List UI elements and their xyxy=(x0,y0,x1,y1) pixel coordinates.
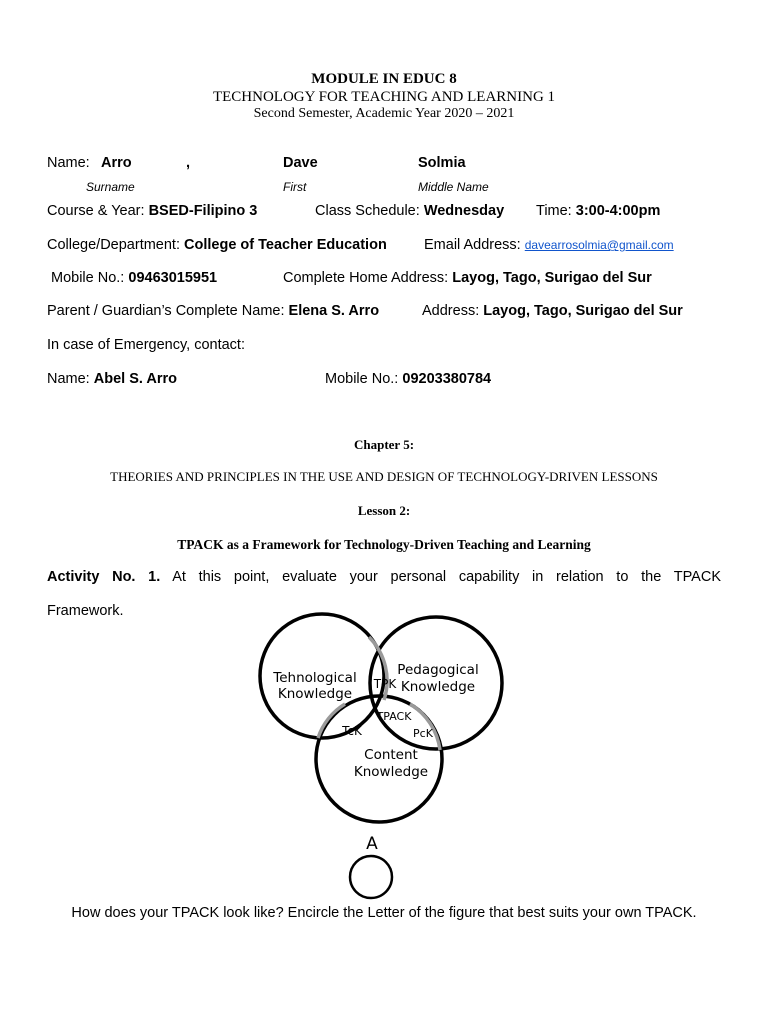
lesson-title: TPACK as a Framework for Technology-Driven Teaching and Learning xyxy=(177,537,591,552)
college-row xyxy=(47,237,387,253)
mobile-value: 09463015951 xyxy=(128,270,218,286)
activity-text: At this point, evaluate your personal capability in relation to the TPACK xyxy=(172,569,721,585)
email-row xyxy=(424,237,674,253)
question-text: How does your TPACK look like? Encircle the Letter of the figure that best suits your own TPACK. xyxy=(71,905,697,921)
tck-label: TcK xyxy=(342,724,362,738)
home-address-value: Layog, Tago, Surigao del Sur xyxy=(452,270,652,286)
chapter-heading: Chapter 5: xyxy=(353,437,415,452)
first-name-value: Dave xyxy=(283,155,318,171)
tpack-venn-diagram xyxy=(0,590,768,950)
module-title: MODULE IN EDUC 8 xyxy=(311,71,457,87)
guardian-label: Parent / Guardian’s Complete Name: xyxy=(47,303,285,319)
course-year-value: BSED-Filipino 3 xyxy=(148,203,258,219)
course-year-row xyxy=(47,203,257,219)
guardian-address-label: Address: xyxy=(422,303,480,319)
semester-line: Second Semester, Academic Year 2020 – 2021 xyxy=(253,106,515,121)
name-comma: , xyxy=(186,155,191,171)
course-title: TECHNOLOGY FOR TEACHING AND LEARNING 1 xyxy=(212,89,556,105)
home-address-row xyxy=(283,270,652,286)
tpack-label: TPACK xyxy=(376,710,412,723)
schedule-row xyxy=(315,203,504,219)
mobile-row xyxy=(51,270,217,286)
college-label: College/Department: xyxy=(47,237,180,253)
course-year-label: Course & Year: xyxy=(47,203,145,219)
home-address-label: Complete Home Address: xyxy=(283,270,449,286)
guardian-row xyxy=(47,303,379,319)
pk-label-1: Pedagogical xyxy=(397,662,479,678)
name-label: Name: xyxy=(47,155,90,171)
pk-label-2: Knowledge xyxy=(400,679,476,695)
guardian-address-value: Layog, Tago, Surigao del Sur xyxy=(483,303,683,319)
middle-caption: Middle Name xyxy=(418,180,489,194)
ck-label-2: Knowledge xyxy=(353,764,429,780)
schedule-value: Wednesday xyxy=(423,203,505,219)
activity-label: Activity No. 1. xyxy=(47,569,161,585)
time-row xyxy=(536,203,660,219)
figure-a-letter[interactable]: A xyxy=(366,834,378,854)
tk-label-1: Tehnological xyxy=(273,670,357,686)
guardian-value: Elena S. Arro xyxy=(288,303,380,319)
activity-text-continued: Framework. xyxy=(47,603,124,619)
tpk-label: TPK xyxy=(373,677,397,691)
emergency-name-value: Abel S. Arro xyxy=(93,371,178,387)
mobile-label: Mobile No.: xyxy=(51,270,125,286)
first-caption: First xyxy=(283,180,307,194)
college-value: College of Teacher Education xyxy=(184,237,387,253)
emergency-name-label: Name: xyxy=(47,371,90,387)
time-value: 3:00-4:00pm xyxy=(575,203,661,219)
tk-label-2: Knowledge xyxy=(277,686,353,702)
middle-name-value: Solmia xyxy=(418,155,466,171)
figure-a-circle xyxy=(350,856,392,898)
ck-label-1: Content xyxy=(364,747,418,763)
emergency-mobile-row xyxy=(325,371,491,387)
surname-value: Arro xyxy=(101,155,132,171)
guardian-address-row xyxy=(422,303,683,319)
time-label: Time: xyxy=(536,203,572,219)
emergency-mobile-label: Mobile No.: xyxy=(325,371,399,387)
emergency-name-row xyxy=(47,371,177,387)
pck-label: PcK xyxy=(413,727,433,740)
chapter-title: THEORIES AND PRINCIPLES IN THE USE AND DESIGN OF TECHNOLOGY-DRIVEN LESSONS xyxy=(110,469,658,484)
email-link[interactable]: davearrosolmia@gmail.com xyxy=(524,238,674,252)
lesson-heading: Lesson 2: xyxy=(357,503,411,518)
emergency-heading: In case of Emergency, contact: xyxy=(47,337,245,353)
schedule-label: Class Schedule: xyxy=(315,203,420,219)
emergency-mobile-value: 09203380784 xyxy=(402,371,492,387)
surname-caption: Surname xyxy=(86,180,135,194)
email-label: Email Address: xyxy=(424,237,521,253)
